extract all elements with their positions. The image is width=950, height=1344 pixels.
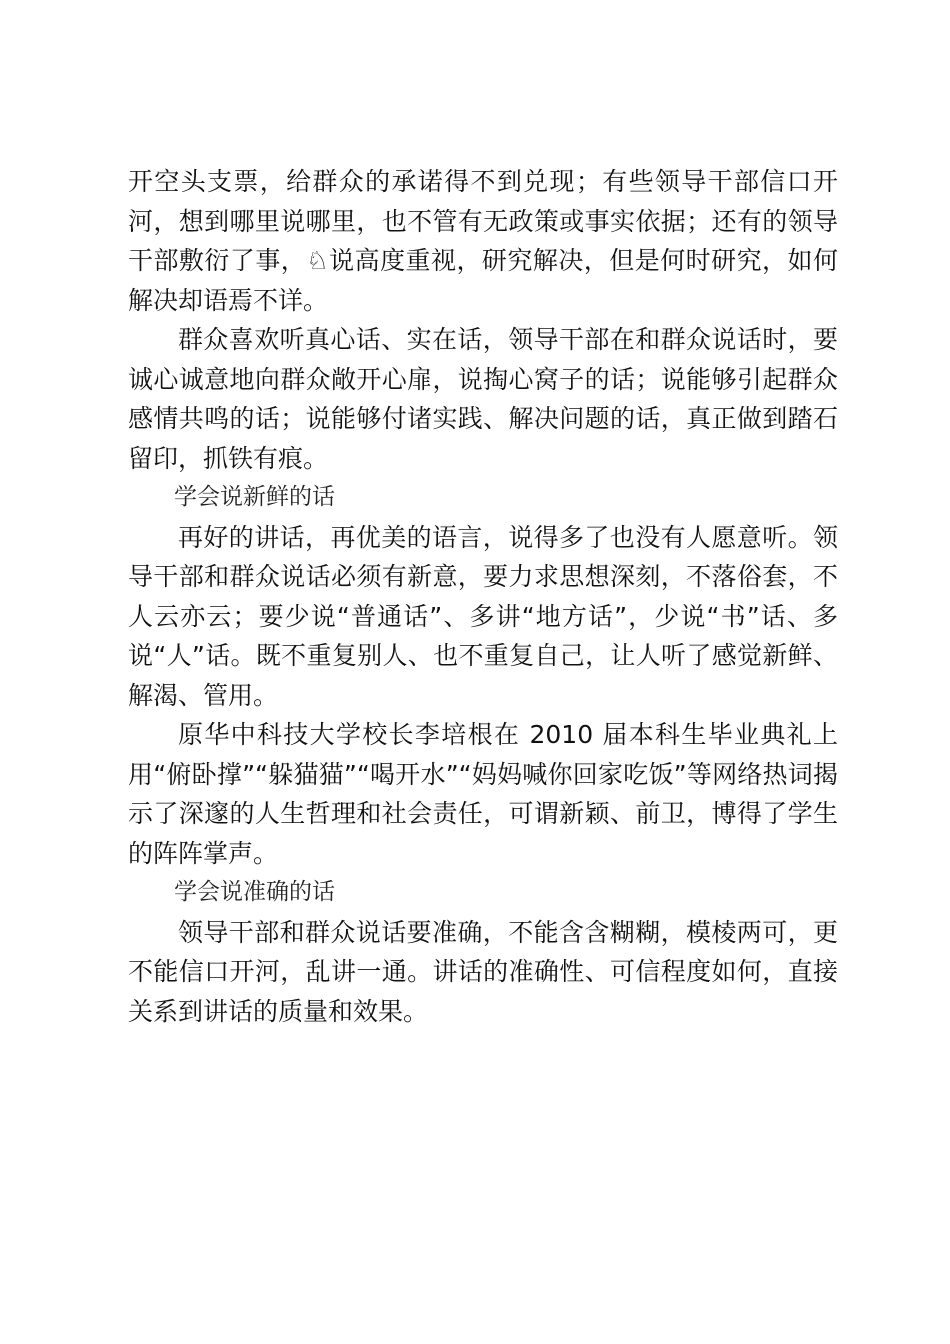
document-page	[128, 162, 838, 1031]
body-paragraph: 再好的讲话，再优美的语言，说得多了也没有人愿意听。领导干部和群众说话必须有新意，要力求思想深刻，不落俗套，不人云亦云；要少说“普通话”、多讲“地方话”，少说“书”话、多说“人”话。既不重复别人、也不重复自己，让人听了感觉新鲜、解渴、管用。	[128, 522, 838, 710]
section-heading: 学会说新鲜的话	[174, 484, 335, 510]
body-paragraph: 群众喜欢听真心话、实在话，领导干部在和群众说话时，要诚心诚意地向群众敞开心扉，说掏心窝子的话；说能够引起群众感情共鸣的话；说能够付诸实践、解决问题的话，真正做到踏石留印，抓铁有痕。	[128, 325, 838, 473]
body-paragraph: 开空头支票，给群众的承诺得不到兑现；有些领导干部信口开河，想到哪里说哪里，也不管有无政策或事实依据；还有的领导干部敷衍了事，♘说高度重视，研究解决，但是何时研究，如何解决却语焉不详。	[128, 167, 838, 315]
body-paragraph: 原华中科技大学校长李培根在 2010 届本科生毕业典礼上用“俯卧撑”“躲猫猫”“喝开水”“妈妈喊你回家吃饭”等网络热词揭示了深邃的人生哲理和社会责任，可谓新颖、前卫，博得了学生的阵阵掌声。	[128, 720, 838, 868]
section-heading: 学会说准确的话	[174, 879, 335, 905]
body-paragraph: 领导干部和群众说话要准确，不能含含糊糊，模棱两可，更不能信口开河，乱讲一通。讲话的准确性、可信程度如何，直接关系到讲话的质量和效果。	[128, 917, 838, 1026]
